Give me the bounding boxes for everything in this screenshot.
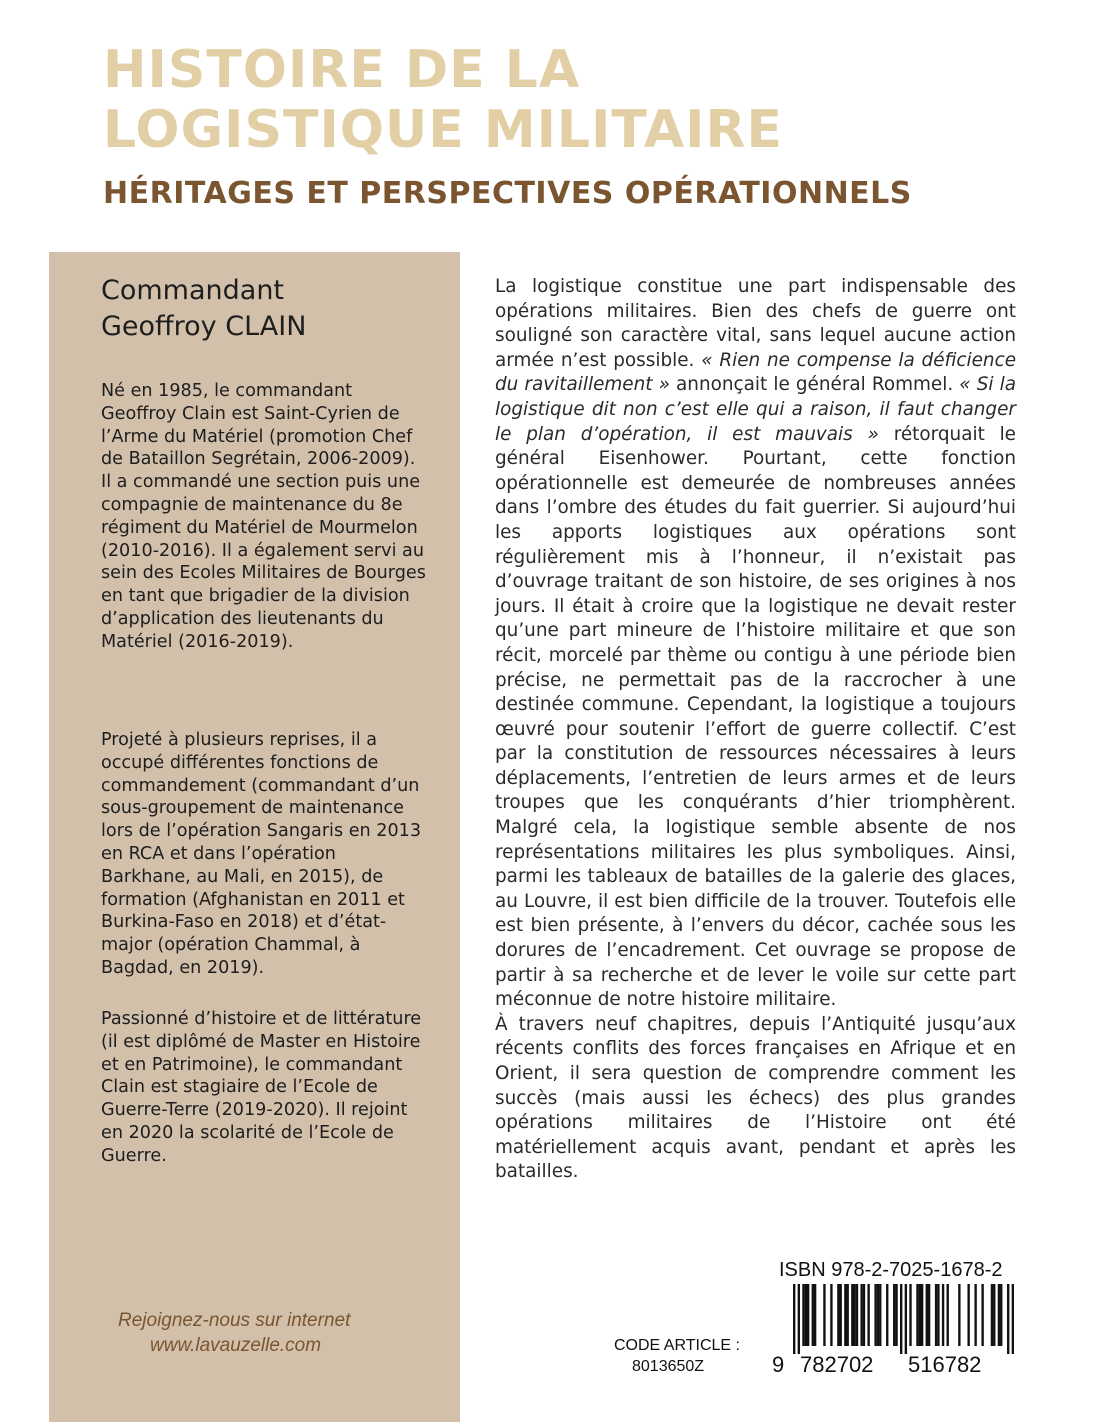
isbn-number: ISBN 978-2-7025-1678-2 [779, 1259, 1003, 1281]
synopsis-paragraph-2: À travers neuf chapitres, depuis l’Antiquité jusqu’aux récents conflits des forces françaises en Afrique et en Orient, il sera question de comprendre comment les succès (mais aussi les échecs) des plus grandes opérations militaires de l’Histoire ont été matériellement acquis avant, pendant et après les batailles. [495, 1013, 1016, 1183]
barcode-bar [1000, 1284, 1002, 1346]
synopsis-paragraph-1 [495, 275, 1016, 1013]
barcode-bar [798, 1284, 800, 1354]
barcode-bar [905, 1284, 907, 1354]
barcode-bar [942, 1284, 944, 1346]
barcode-bar [928, 1284, 930, 1346]
barcode-bar [886, 1284, 888, 1346]
barcode-bar [974, 1284, 976, 1346]
barcode-bar [937, 1284, 939, 1346]
barcode-bar [847, 1284, 849, 1346]
barcode-bar [1012, 1284, 1014, 1354]
synopsis-text-c: rétorquait le général Eisenhower. Pourtant, cette fonction opérationnelle est demeurée de nombreuses années dans l’ombre des études du fait guerrier. Si aujourd’hui les apports logistiques aux opérations sont régulièrement mis à l’honneur, il n’existait pas d’ouvrage traitant de son histoire, de ses origines à nos jours. Il était à croire que la logistique ne devait rester qu’une part mineure de l’histoire militaire et que son récit, morcelé par thème ou contigu à une période bien précise, ne permettait pas de la raccrocher à une destinée commune. Cependant, la logistique a toujours œuvré pour soutenir l’effort de guerre collectif. C’est par la constitution de ressources nécessaires à leurs déplacements, l’entretien de leurs armes et de leurs troupes que les conquérants d’hier triomphèrent. Malgré cela, la logistique semble absente de nos représentations militaires les plus symboliques. Ainsi, parmi les tableaux de batailles de la galerie des glaces, au Louvre, il est bien difficile de la trouver. Toutefois elle est bien présente, à l’envers du décor, cachée sous les dorures de l’encadrement. Cet ouvrage se propose de partir à sa recherche et de lever le voile sur cette part méconnue de notre histoire militaire. [495, 423, 1016, 1011]
synopsis-text-a: La logistique constitue une part indispensable des opérations militaires. Bien des chefs de guerre ont souligné son caractère vital, sans lequel aucune action armée n’est possible. [495, 276, 1016, 371]
barcode-bar [900, 1284, 902, 1354]
barcode-bar [851, 1284, 853, 1346]
barcode-bar [856, 1284, 858, 1346]
website-invite: Rejoignez-nous sur internet [118, 1310, 351, 1331]
barcode-bar [895, 1284, 897, 1346]
barcode-bar [958, 1284, 960, 1346]
barcode-first-digit: 9 [772, 1352, 785, 1377]
barcode-bar [837, 1284, 839, 1346]
barcode-bar [998, 1284, 1000, 1346]
book-title [103, 40, 1003, 160]
barcode-bar [823, 1284, 825, 1346]
barcode-bar [935, 1284, 937, 1346]
eisenhower-quote: « Si la logistique dit non c’est elle qui a raison, il faut changer le plan d’opération, il est mauvais » [495, 374, 1016, 445]
barcode-bar [909, 1284, 911, 1346]
code-article-value: 8013650Z [632, 1358, 705, 1375]
barcode-bar [807, 1284, 809, 1346]
barcode-icon [793, 1284, 1014, 1354]
barcode-digits-right: 516782 [908, 1352, 982, 1377]
book-synopsis [495, 275, 1016, 1185]
barcode-bar [893, 1284, 895, 1346]
author-sidebar [49, 252, 460, 1422]
barcode-bar [867, 1284, 869, 1346]
barcode-bar [981, 1284, 983, 1346]
book-title-line-2: LOGISTIQUE MILITAIRE [103, 100, 784, 160]
book-title-line-1: HISTOIRE DE LA [103, 40, 581, 100]
author-bio-paragraph-1: Né en 1985, le commandant Geoffroy Clain est Saint-Cyrien de l’Arme du Matériel (promotion Chef de Bataillon Segrétain, 2006-2009). Il a commandé une section puis une compagnie de maintenance du 8e régiment du Matériel de Mourmelon (2010-2016). Il a également servi au sein des Ecoles Militaires de Bourges en tant que brigadier de la division d’application des lieutenants du Matériel (2016-2019). [101, 381, 426, 652]
barcode-bar [919, 1284, 921, 1346]
author-bio-paragraph-3: Passionné d’histoire et de littérature (il est diplômé de Master en Histoire et en Patrimoine), le commandant Clain est stagiaire de l’Ecole de Guerre-Terre (2019-2020). Il rejoint en 2020 la scolarité de l’Ecole de Guerre. [101, 1009, 422, 1166]
synopsis-text-b: annonçait le général Rommel. [669, 374, 960, 396]
barcode-bar [793, 1284, 795, 1354]
barcode-bar [921, 1284, 923, 1346]
barcode-bar [874, 1284, 876, 1346]
barcode-bar [879, 1284, 881, 1346]
barcode-bar [840, 1284, 842, 1346]
barcode-bar [814, 1284, 816, 1346]
barcode-bar [1007, 1284, 1009, 1354]
barcode-bar [877, 1284, 879, 1346]
barcode-bar [926, 1284, 928, 1346]
barcode-bar [805, 1284, 807, 1346]
barcode-digits-left: 782702 [800, 1352, 874, 1377]
barcode-bar [967, 1284, 969, 1346]
barcode-bar [947, 1284, 949, 1346]
barcode-bar [812, 1284, 814, 1346]
book-subtitle: HÉRITAGES ET PERSPECTIVES OPÉRATIONNELS [103, 176, 912, 211]
author-rank: Commandant [101, 275, 285, 306]
website-url[interactable]: www.lavauzelle.com [150, 1335, 322, 1356]
barcode-bar [916, 1284, 918, 1346]
barcode-bar [830, 1284, 832, 1346]
barcode-bar [993, 1284, 995, 1346]
barcode-bar [863, 1284, 865, 1346]
author-bio-paragraph-2: Projeté à plusieurs reprises, il a occupé différentes fonctions de commandement (commandant d’un sous-groupement de maintenance lors de l’opération Sangaris en 2013 en RCA et dans l’opération Barkhane, au Mali, en 2015), de formation (Afghanistan en 2011 et Burkina-Faso en 2018) et d’état-major (opération Chammal, à Bagdad, en 2019). [101, 730, 422, 978]
barcode-bar [991, 1284, 993, 1346]
barcode-bar [802, 1284, 804, 1346]
rommel-quote: « Rien ne compense la déficience du ravitaillement » [495, 349, 1017, 396]
barcode-bar [860, 1284, 862, 1346]
barcode-bar [844, 1284, 846, 1346]
author-name: Geoffroy CLAIN [101, 311, 307, 342]
barcode-bar [853, 1284, 855, 1346]
code-article-label: CODE ARTICLE : [614, 1337, 740, 1354]
